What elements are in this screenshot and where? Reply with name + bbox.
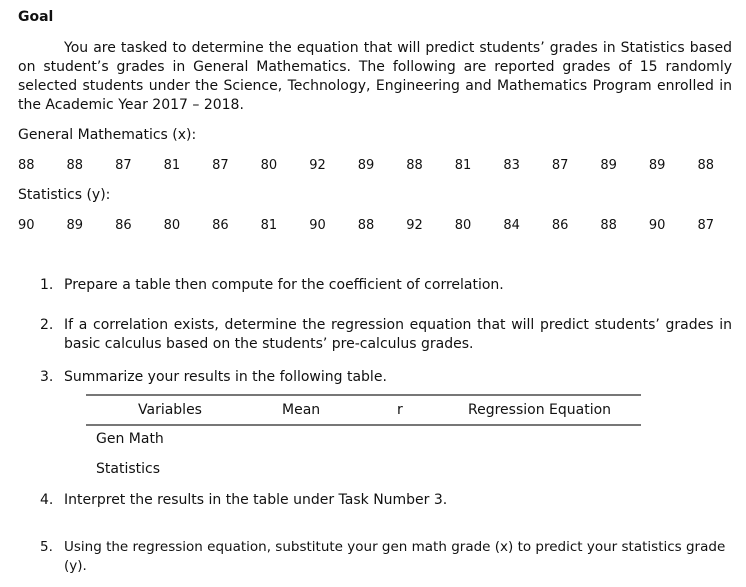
statistics-label: Statistics (y): bbox=[18, 187, 111, 203]
task-number: 5. bbox=[40, 539, 53, 555]
table-top-rule bbox=[86, 394, 641, 396]
task-number: 4. bbox=[40, 492, 54, 508]
table-header-r: r bbox=[397, 402, 403, 418]
table-row-gen-math: Gen Math bbox=[96, 431, 164, 447]
gen-math-value: 87 bbox=[115, 158, 132, 173]
table-header-variables: Variables bbox=[138, 402, 202, 418]
gen-math-value: 92 bbox=[309, 158, 326, 173]
task-number: 2. bbox=[40, 317, 54, 333]
gen-math-value: 81 bbox=[454, 158, 472, 173]
gen-math-value: 88 bbox=[66, 158, 84, 173]
statistics-value: 86 bbox=[115, 218, 132, 233]
table-row-statistics: Statistics bbox=[96, 461, 160, 477]
table-header-rule bbox=[86, 424, 641, 426]
statistics-value: 90 bbox=[309, 218, 326, 233]
statistics-value: 81 bbox=[260, 218, 278, 233]
task-text: Prepare a table then compute for the coefficient of correlation. bbox=[64, 277, 504, 293]
gen-math-value: 87 bbox=[212, 158, 229, 173]
task-text: If a correlation exists, determine the regression equation that will predict students’ grades in basic calculus based on the students’ pre-calculus grades. bbox=[64, 317, 732, 352]
gen-math-value: 89 bbox=[357, 158, 375, 173]
gen-math-value: 88 bbox=[697, 158, 714, 173]
statistics-value: 92 bbox=[406, 218, 423, 233]
task-5 bbox=[40, 538, 732, 576]
gen-math-value: 87 bbox=[551, 158, 569, 173]
gen-math-value: 81 bbox=[163, 158, 181, 173]
gen-math-value: 83 bbox=[503, 158, 520, 173]
task-text: Using the regression equation, substitute your gen math grade (x) to predict your statistics grade (y). bbox=[64, 539, 726, 574]
statistics-value: 88 bbox=[600, 218, 617, 233]
table-header-mean: Mean bbox=[282, 402, 321, 418]
statistics-values bbox=[18, 218, 714, 233]
table-header-regression: Regression Equation bbox=[468, 402, 612, 418]
statistics-value: 90 bbox=[18, 218, 35, 233]
intro-text: You are tasked to determine the equation that will predict students’ grades in Statistics based on student’s grades in General Mathematics. The following are reported grades of 15 randomly selected students under the Science, Technology, Engineering and Mathematics Program enrolled in the Academic Year 2017 – 2018. bbox=[18, 40, 732, 113]
statistics-value: 80 bbox=[163, 218, 181, 233]
gen-math-values bbox=[18, 158, 714, 173]
statistics-value: 89 bbox=[66, 218, 84, 233]
task-text: Interpret the results in the table under Task Number 3. bbox=[64, 492, 448, 508]
statistics-value: 84 bbox=[503, 218, 520, 233]
gen-math-value: 89 bbox=[648, 158, 666, 173]
gen-math-label: General Mathematics (x): bbox=[18, 127, 197, 143]
statistics-value: 86 bbox=[212, 218, 229, 233]
gen-math-value: 89 bbox=[600, 158, 617, 173]
task-2 bbox=[40, 316, 732, 354]
statistics-value: 86 bbox=[551, 218, 569, 233]
statistics-value: 90 bbox=[648, 218, 666, 233]
task-number: 3. bbox=[40, 369, 54, 385]
task-number: 1. bbox=[40, 277, 54, 293]
gen-math-value: 88 bbox=[18, 158, 35, 173]
statistics-value: 88 bbox=[357, 218, 375, 233]
goal-heading: Goal bbox=[18, 9, 54, 25]
gen-math-value: 80 bbox=[260, 158, 278, 173]
statistics-value: 80 bbox=[454, 218, 472, 233]
gen-math-value: 88 bbox=[406, 158, 423, 173]
statistics-value: 87 bbox=[697, 218, 714, 233]
intro-paragraph bbox=[18, 39, 732, 115]
task-text: Summarize your results in the following table. bbox=[64, 369, 387, 385]
